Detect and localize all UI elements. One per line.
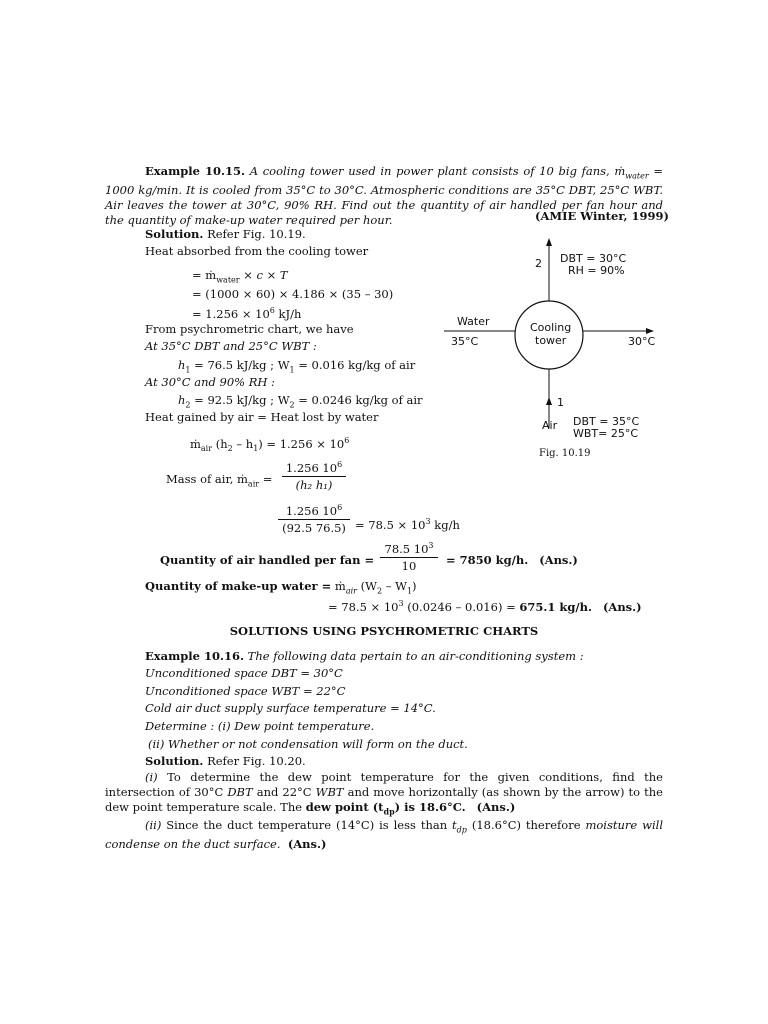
equation-2: = (1000 × 60) × 4.186 × (35 – 30): [192, 287, 394, 301]
determine-1: Determine : (i) Dew point temperature.: [145, 719, 375, 733]
inlet-arrow: [546, 397, 552, 405]
inlet-wbt: WBT= 25°C: [573, 427, 639, 440]
condition-2: At 30°C and 90% RH :: [145, 375, 275, 389]
solution-16-part-ii: (ii) Since the duct temperature (14°C) is less than $t_{dp}$ (18.6°C) therefore moisture will condense on the duct surface. (Ans.): [105, 818, 663, 852]
mass-fraction: 1.256 $10^6$ (h₂ h₁): [282, 460, 346, 492]
cooling-tower-figure: [440, 236, 670, 476]
state-1-label: 1: [557, 396, 564, 409]
section-heading: SOLUTIONS USING PSYCHROMETRIC CHARTS: [229, 624, 539, 638]
outlet-rh: RH = 90%: [568, 264, 625, 277]
example-reference: (AMIE Winter, 1999): [535, 209, 669, 223]
heat-absorbed-label: Heat absorbed from the cooling tower: [145, 244, 369, 258]
example-text: A cooling tower used in power plant consists of 10 big fans, ṁ$_{water}$ = 1000 kg/min. It is cooled from 35°C to 30°C. Atmospheric conditions are 35°C DBT, 25°C WBT. Air leaves the tower at 30°C, 90% RH. Find out the quantity of air handled per fan hour and the quantity of make-up water required per hour.: [105, 164, 664, 228]
solution-line: Solution. Refer Fig. 10.19.: [145, 227, 306, 241]
figure-caption: Fig. 10.19: [539, 448, 591, 459]
tower-label-2: tower: [535, 334, 567, 347]
tower-label-1: Cooling: [530, 321, 572, 334]
air-per-fan-label: Quantity of air handled per fan =: [160, 553, 375, 567]
outlet-dbt: DBT = 30°C: [560, 252, 627, 265]
makeup-water-line: Quantity of make-up water = ṁ$_{air}$ $(W_2 - W_1)$: [145, 579, 417, 596]
water-label: Water: [457, 315, 490, 328]
example-heading: Example 10.15.: [145, 164, 246, 178]
outlet-arrow: [546, 238, 552, 246]
makeup-water-result: = $78.5 \times 10^3$ (0.0246 – 0.016) = 675.1 kg/h. (Ans.): [328, 599, 642, 614]
water-inlet-temp: 35°C: [451, 335, 479, 348]
enthalpy-2: $h_2 = 92.5$ kJ/kg ; $W_2 = 0.0246$ kg/kg of air: [178, 393, 423, 410]
cooling-tower-diagram: [440, 236, 670, 476]
equation-3: = $1.256 \times 10^6$ kJ/h: [192, 306, 302, 321]
state-2-label: 2: [535, 257, 542, 270]
solution-16-line: Solution. Refer Fig. 10.20.: [145, 754, 306, 768]
enthalpy-1: $h_1 = 76.5$ kJ/kg ; $W_1 = 0.016$ kg/kg of air: [178, 358, 416, 375]
chart-intro: From psychrometric chart, we have: [145, 322, 354, 336]
given-dbt: Unconditioned space DBT = 30°C: [145, 666, 343, 680]
determine-2: (ii) Whether or not condensation will form on the duct.: [148, 737, 468, 751]
air-label: Air: [542, 419, 558, 432]
mass-result: = $78.5 \times 10^3$ kg/h: [355, 517, 460, 532]
solution-16-part-i: (i) To determine the dew point temperature for the given conditions, find the intersection of 30°C DBT and 22°C WBT and move horizontally (as shown by the arrow) to the dew point temperature scale. The dew point $(t_{dp})$ is 18.6°C. (Ans.): [105, 770, 663, 817]
air-per-fan-fraction: 78.5 $10^3$ 10: [380, 541, 438, 573]
mass-fraction-numeric: 1.256 $10^6$ (92.5 76.5): [278, 503, 350, 535]
equation-1: = ṁ$_{water}$ × c × T: [192, 268, 288, 285]
example-10-16-heading: Example 10.16. The following data pertain to an air-conditioning system :: [145, 649, 584, 663]
given-duct-temp: Cold air duct supply surface temperature = 14°C.: [145, 701, 436, 715]
water-outlet-temp: 30°C: [628, 335, 656, 348]
heat-balance-label: Heat gained by air = Heat lost by water: [145, 410, 379, 424]
water-outlet-arrow: [646, 328, 654, 334]
mass-of-air-label: Mass of air, ṁ$_{air}$ =: [166, 472, 273, 489]
air-per-fan-result: = 7850 kg/h. (Ans.): [446, 553, 578, 567]
given-wbt: Unconditioned space WBT = 22°C: [145, 684, 346, 698]
inlet-dbt: DBT = 35°C: [573, 415, 640, 428]
heat-balance-equation: ṁ$_{air}$ $(h_2 - h_1) = 1.256 \times 10^6$: [190, 436, 350, 454]
condition-1: At 35°C DBT and 25°C WBT :: [145, 339, 317, 353]
